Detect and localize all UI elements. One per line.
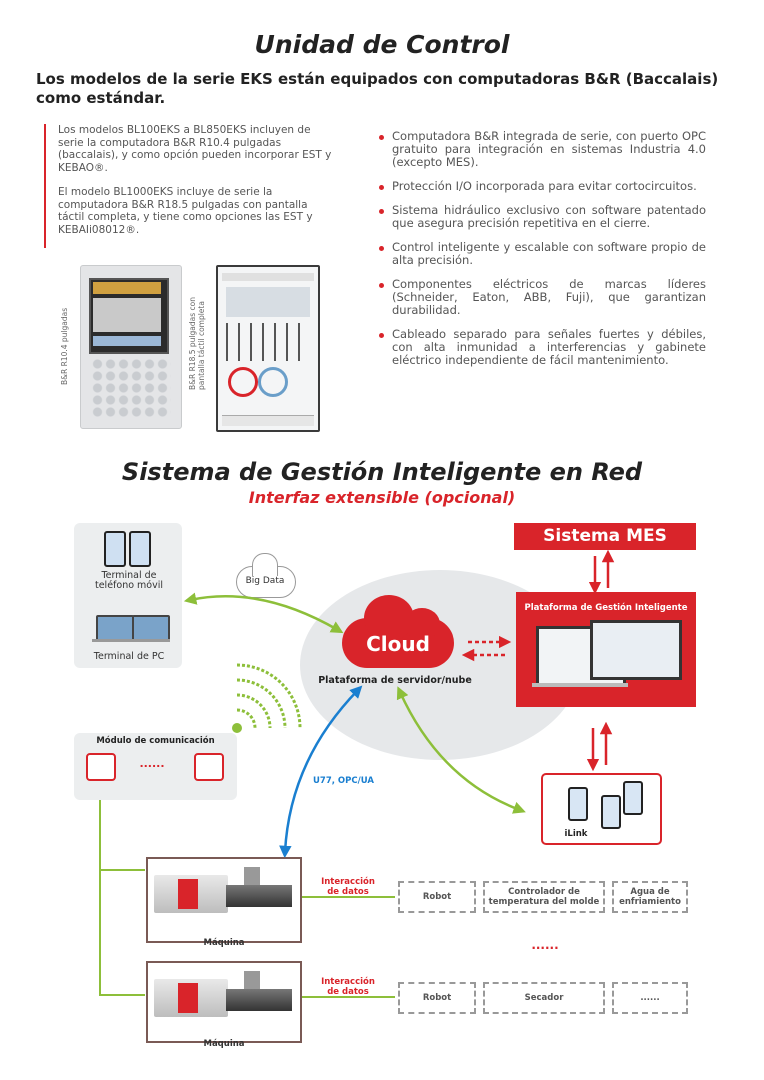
panel-r104-label: B&R R10.4 pulgadas bbox=[60, 307, 69, 385]
machine-red-panel bbox=[178, 879, 198, 909]
panel-r185-label-text: B&R R18.5 pulgadas con pantalla táctil completa bbox=[188, 297, 206, 390]
machine-label: Máquina bbox=[203, 1039, 245, 1049]
machine-red-panel bbox=[178, 983, 198, 1013]
machine-barrel bbox=[226, 989, 292, 1011]
peripheral-robot: Robot bbox=[398, 881, 476, 913]
feature-item: Protección I/O incorporada para evitar cortocircuitos. bbox=[376, 180, 706, 193]
terminals-cloud-link bbox=[190, 596, 338, 630]
cloud-ilink-link bbox=[400, 692, 520, 810]
feature-item: Sistema hidráulico exclusivo con software patentado que asegura precisión repetitiva en el cierre. bbox=[376, 204, 706, 230]
comm-module-dots: ...... bbox=[139, 757, 165, 770]
ilink-label: iLink bbox=[564, 829, 588, 839]
server-platform-label: Plataforma de servidor/nube bbox=[318, 675, 472, 686]
machine-label: Máquina bbox=[203, 938, 245, 948]
protocol-label: U77, OPC/UA bbox=[313, 776, 374, 786]
section-title-network: Sistema de Gestión Inteligente en Red bbox=[121, 458, 643, 486]
pc-terminal-label: Terminal de PC bbox=[93, 651, 165, 662]
platform-label: Plataforma de Gestión Inteligente bbox=[524, 603, 688, 613]
peripheral-robot: Robot bbox=[398, 982, 476, 1014]
section-subtitle: Los modelos de la serie EKS están equipados con computadoras B&R (Baccalais) como estándar. bbox=[36, 70, 719, 107]
peripheral-dryer: Secador bbox=[483, 982, 605, 1014]
module-machine1-line bbox=[100, 800, 145, 870]
intro-paragraph-2: El modelo BL1000EKS incluye de serie la computadora B&R R18.5 pulgadas con pantalla táctil completa, y tiene como opciones las EST y KEBAIi08012®. bbox=[58, 186, 313, 236]
peripheral-cooling-water: Agua de enfriamiento bbox=[612, 881, 688, 913]
machine-box bbox=[146, 857, 302, 943]
more-dots: ...... bbox=[531, 938, 559, 952]
mobile-terminal-label: Terminal de teléfono móvil bbox=[94, 570, 164, 591]
data-interaction-label: Interacción de datos bbox=[321, 977, 375, 997]
peripheral-more: ...... bbox=[612, 982, 688, 1014]
cloud-label: Cloud bbox=[366, 632, 430, 656]
cloud-machine-link bbox=[285, 690, 358, 852]
feature-item: Componentes eléctricos de marcas líderes (Schneider, Eaton, ABB, Fuji), que garantizan durabilidad. bbox=[376, 278, 706, 317]
feature-item: Computadora B&R integrada de serie, con puerto OPC gratuito para integración en sistemas Industria 4.0 (excepto MES). bbox=[376, 130, 706, 169]
machine-hopper bbox=[244, 867, 260, 885]
mes-label: Sistema MES bbox=[543, 526, 667, 546]
machine-box bbox=[146, 961, 302, 1043]
intro-paragraph-1: Los modelos BL100EKS a BL850EKS incluyen de serie la computadora B&R R10.4 pulgadas (baccalais), y como opción pueden incorporar EST y KEBAO®. bbox=[58, 124, 332, 174]
module-machine2-line bbox=[100, 870, 145, 995]
data-interaction-label: Interacción de datos bbox=[321, 877, 375, 897]
comm-module-label: Módulo de comunicación bbox=[96, 736, 215, 746]
big-data-label: Big Data bbox=[245, 576, 285, 586]
feature-item: Cableado separado para señales fuertes y débiles, con alta inmunidad a interferencias y gabinete eléctrico independiente de fácil mantenimiento. bbox=[376, 328, 706, 367]
section-subtitle-network: Interfaz extensible (opcional) bbox=[248, 488, 516, 507]
machine-barrel bbox=[226, 885, 292, 907]
feature-item: Control inteligente y escalable con software propio de alta precisión. bbox=[376, 241, 706, 267]
peripheral-mold-temp-controller: Controlador de temperatura del molde bbox=[483, 881, 605, 913]
section-title-control: Unidad de Control bbox=[254, 30, 510, 59]
machine-hopper bbox=[244, 971, 260, 989]
